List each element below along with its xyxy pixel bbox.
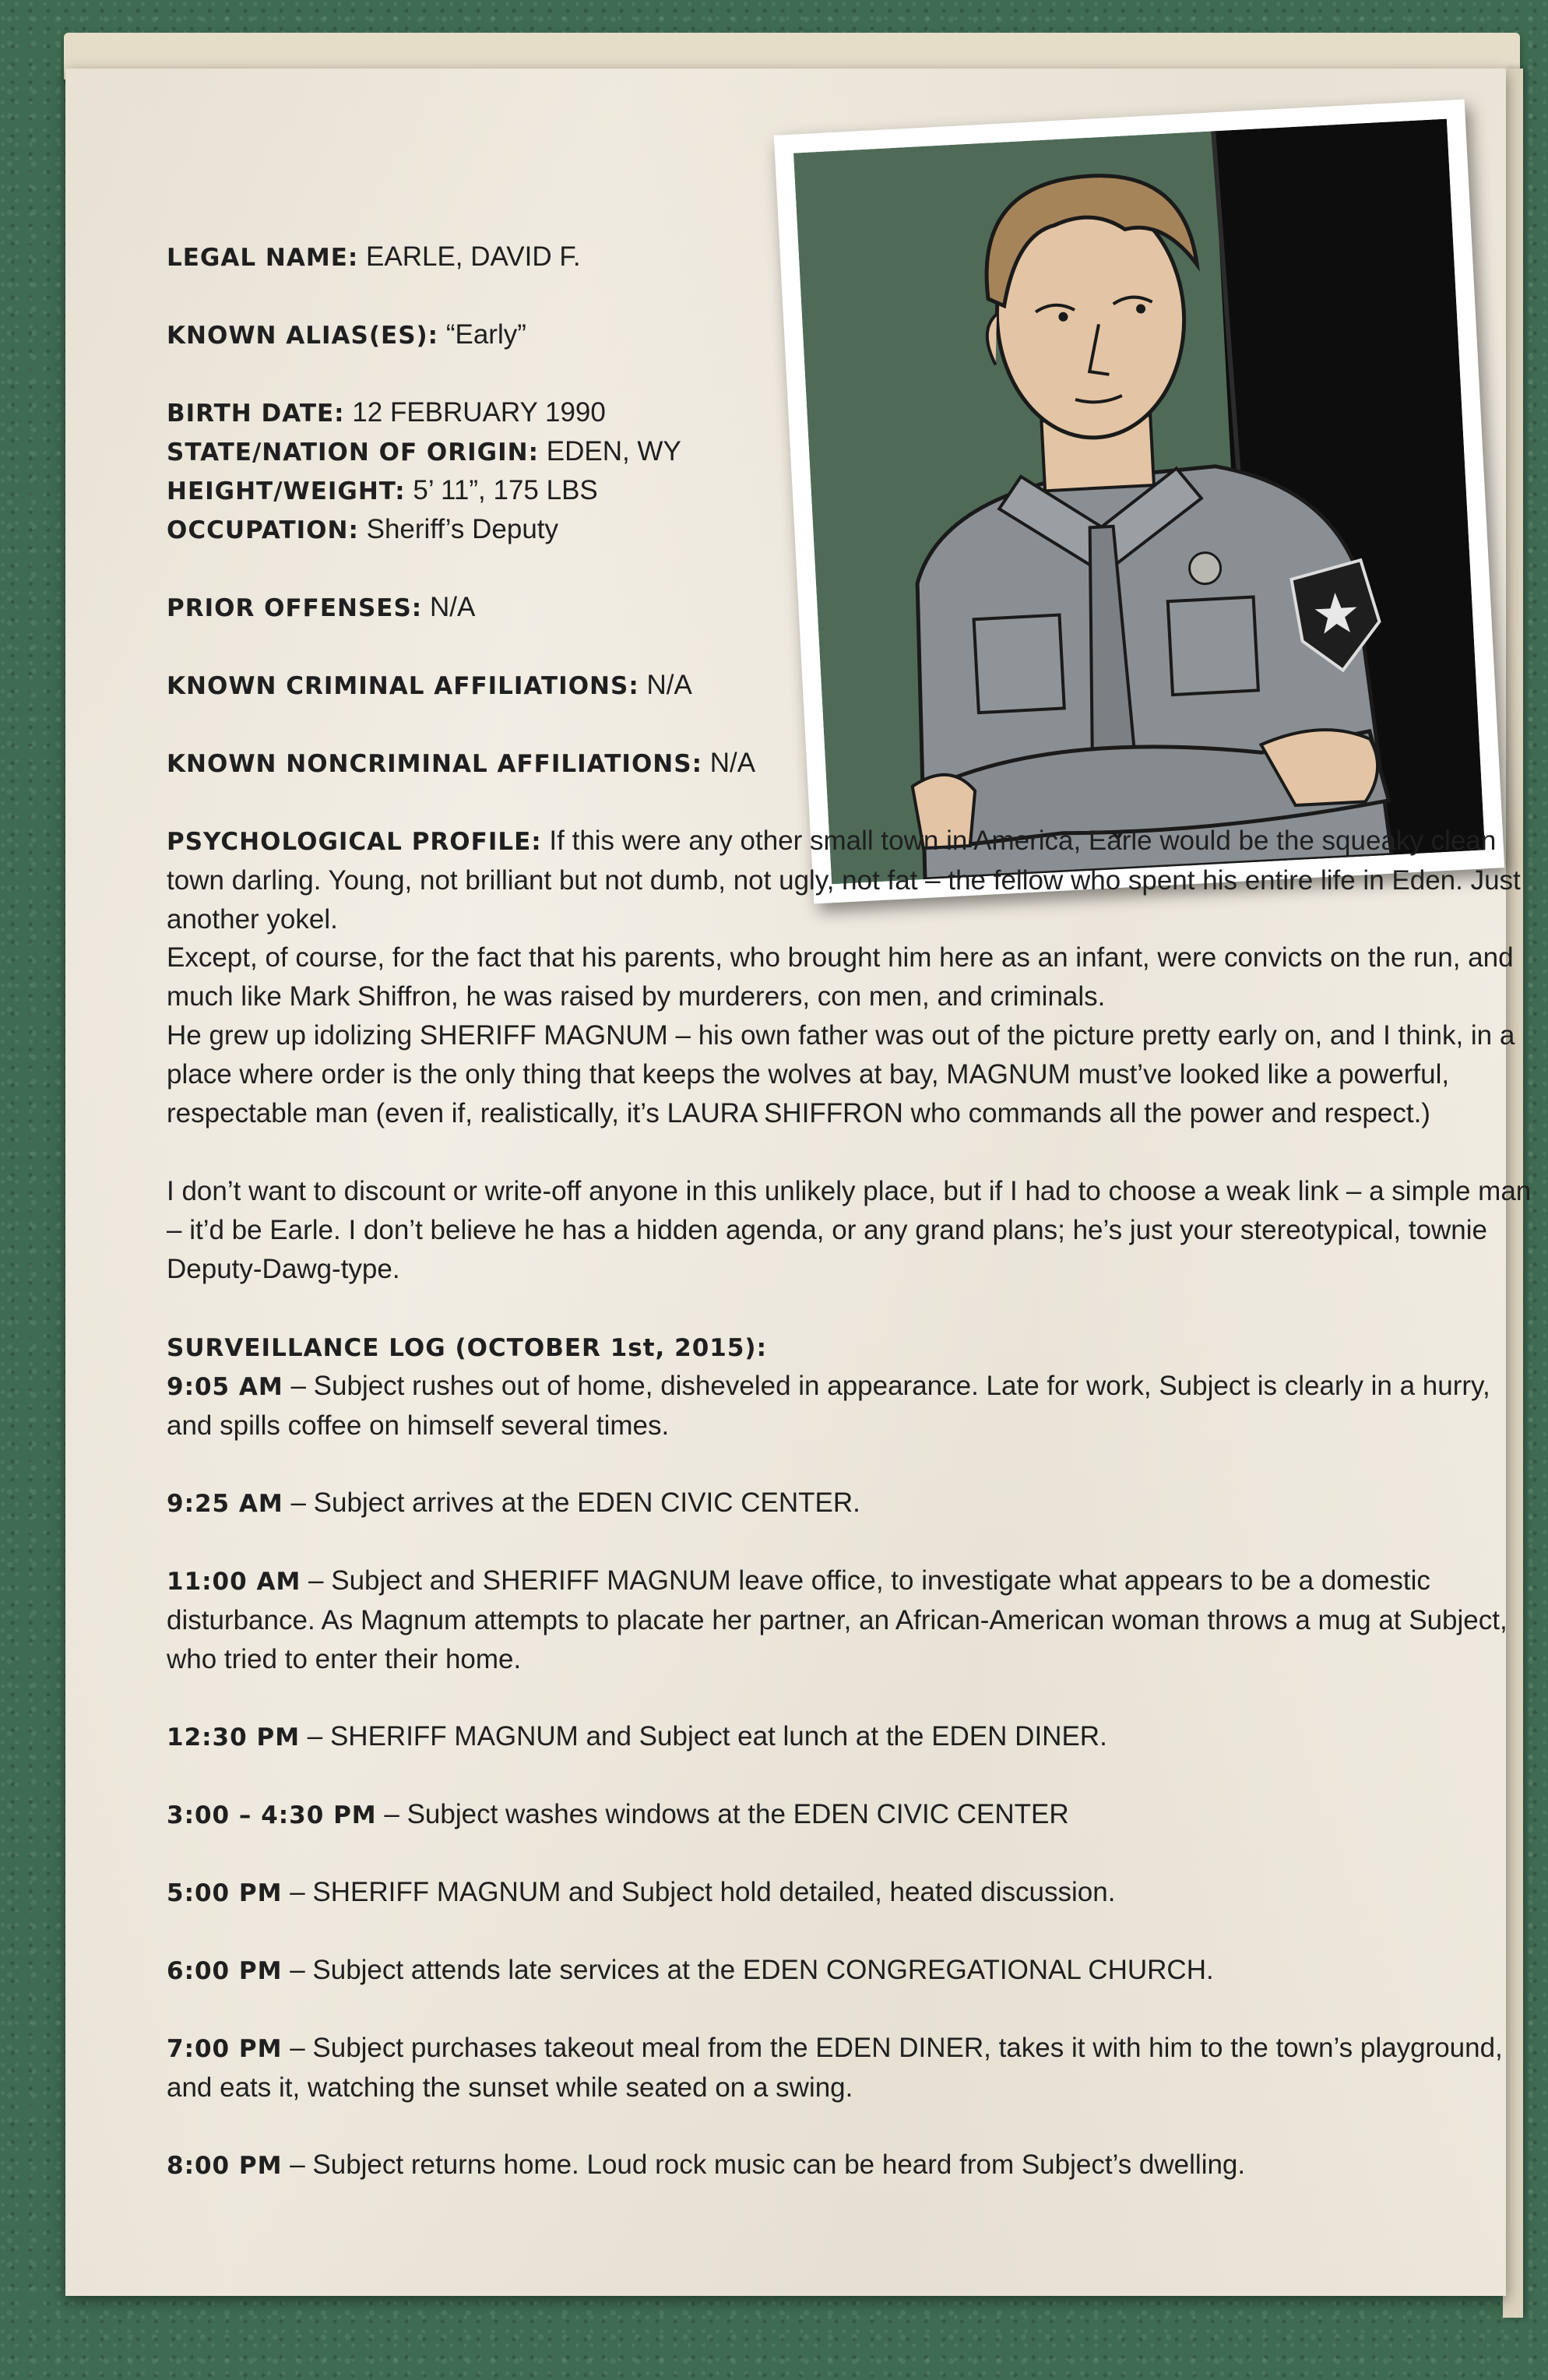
log-entry bbox=[167, 2029, 1537, 2107]
profile-text-1: If this were any other small town in America, Earle would be the squeaky clean town darling. Young, not brilliant but not dumb, not ugly, not fat – the fellow who spent his entire life in Eden. Just another yokel. bbox=[167, 826, 1521, 935]
log-entry bbox=[167, 1873, 1537, 1913]
prior-offenses-label: PRIOR OFFENSES: bbox=[167, 594, 423, 622]
log-entry bbox=[167, 1561, 1537, 1679]
legal-name-value: EARLE, DAVID F. bbox=[366, 241, 581, 272]
birth-date-value: 12 FEBRUARY 1990 bbox=[352, 397, 606, 428]
log-entry-text: – Subject arrives at the EDEN CIVIC CENTER. bbox=[283, 1488, 860, 1518]
noncriminal-affiliations-label: KNOWN NONCRIMINAL AFFILIATIONS: bbox=[167, 750, 702, 778]
criminal-affiliations-value: N/A bbox=[646, 670, 692, 700]
criminal-affiliations-line bbox=[167, 666, 692, 706]
log-entry bbox=[167, 2146, 1537, 2185]
log-entry bbox=[167, 1717, 1537, 1757]
log-entry-time: 8:00 PM bbox=[167, 2152, 283, 2180]
log-entry-time: 9:05 AM bbox=[167, 1373, 283, 1401]
log-entry-text: – Subject attends late services at the EDEN CONGREGATIONAL CHURCH. bbox=[282, 1955, 1214, 1985]
origin-line bbox=[167, 432, 681, 472]
log-entry-time: 6:00 PM bbox=[167, 1957, 283, 1985]
alias-line bbox=[167, 315, 526, 355]
height-weight-label: HEIGHT/WEIGHT: bbox=[167, 477, 406, 505]
log-entry bbox=[167, 1484, 1537, 1523]
log-entry-text: – Subject returns home. Loud rock music can be heard from Subject’s dwelling. bbox=[282, 2149, 1246, 2180]
birth-date-line bbox=[167, 393, 606, 433]
log-entry-time: 5:00 PM bbox=[167, 1879, 283, 1907]
height-weight-line bbox=[167, 471, 598, 511]
log-entry-text: – Subject and SHERIFF MAGNUM leave office, to investigate what appears to be a domestic disturbance. As Magnum attempts to placate her partner, an African-American woman throws a mug at Subject, who tried to enter their home. bbox=[167, 1565, 1508, 1674]
log-title: SURVEILLANCE LOG (OCTOBER 1st, 2015): bbox=[167, 1334, 767, 1362]
log-entry-time: 9:25 AM bbox=[167, 1490, 283, 1518]
height-weight-value: 5’ 11”, 175 LBS bbox=[413, 475, 598, 505]
occupation-label: OCCUPATION: bbox=[167, 516, 359, 544]
log-entry-time: 7:00 PM bbox=[167, 2035, 283, 2063]
log-entry-time: 11:00 AM bbox=[167, 1568, 301, 1596]
origin-label: STATE/NATION OF ORIGIN: bbox=[167, 438, 539, 466]
noncriminal-affiliations-line bbox=[167, 744, 755, 783]
log-entry-time: 3:00 – 4:30 PM bbox=[167, 1801, 377, 1829]
legal-name-label: LEGAL NAME: bbox=[167, 244, 359, 272]
profile-text-4: I don’t want to discount or write-off anyone in this unlikely place, but if I had to choose a weak link – a simple man – it’d be Earle. I don’t believe he has a hidden agenda, or any grand plans; he’s just your stereotypical, townie Deputy-Dawg-type. bbox=[167, 1176, 1532, 1284]
log-entry-text: – SHERIFF MAGNUM and Subject eat lunch at the EDEN DINER. bbox=[300, 1721, 1107, 1752]
log-title-line bbox=[167, 1328, 767, 1368]
criminal-affiliations-label: KNOWN CRIMINAL AFFILIATIONS: bbox=[167, 672, 639, 700]
birth-date-label: BIRTH DATE: bbox=[167, 400, 345, 428]
occupation-line bbox=[167, 510, 558, 550]
origin-value: EDEN, WY bbox=[546, 436, 681, 466]
legal-name-line bbox=[167, 238, 581, 277]
profile-text-3: He grew up idolizing SHERIFF MAGNUM – his own father was out of the picture pretty early on, and I think, in a place where order is the only thing that keeps the wolves at bay, MAGNUM must’ve looked like a powerful, respectable man (even if, realistically, it’s LAURA SHIFFRON who commands all the power and respect.) bbox=[167, 1020, 1515, 1128]
log-entry bbox=[167, 1795, 1537, 1835]
profile-paragraph-4 bbox=[167, 1172, 1537, 1289]
prior-offenses-value: N/A bbox=[429, 592, 476, 622]
occupation-value: Sheriff’s Deputy bbox=[366, 514, 559, 544]
alias-value: “Early” bbox=[445, 319, 526, 350]
profile-paragraph-1 bbox=[167, 822, 1537, 939]
log-entry bbox=[167, 1951, 1537, 1991]
log-entry-text: – Subject rushes out of home, disheveled in appearance. Late for work, Subject is clearly in a hurry, and spills coffee on himself several times. bbox=[167, 1371, 1490, 1441]
log-entry-text: – SHERIFF MAGNUM and Subject hold detailed, heated discussion. bbox=[282, 1877, 1116, 1907]
log-entry bbox=[167, 1367, 1537, 1445]
profile-paragraph-3 bbox=[167, 1016, 1537, 1133]
deputy-portrait-illustration bbox=[793, 119, 1485, 885]
log-entry-text: – Subject purchases takeout meal from the EDEN DINER, takes it with him to the town’s playground, and eats it, watching the sunset while seated on a swing. bbox=[167, 2033, 1503, 2103]
dossier-paper bbox=[65, 69, 1532, 2296]
prior-offenses-line bbox=[167, 588, 475, 628]
log-entry-time: 12:30 PM bbox=[167, 1723, 301, 1752]
noncriminal-affiliations-value: N/A bbox=[709, 748, 756, 778]
log-entry-text: – Subject washes windows at the EDEN CIVIC CENTER bbox=[376, 1799, 1069, 1829]
subject-photo bbox=[774, 99, 1504, 903]
profile-paragraph-2 bbox=[167, 938, 1537, 1016]
profile-label: PSYCHOLOGICAL PROFILE: bbox=[167, 828, 542, 856]
alias-label: KNOWN ALIAS(ES): bbox=[167, 322, 439, 350]
profile-text-2: Except, of course, for the fact that his parents, who brought him here as an infant, were convicts on the run, and much like Mark Shiffron, he was raised by murderers, con men, and criminals. bbox=[167, 942, 1514, 1012]
